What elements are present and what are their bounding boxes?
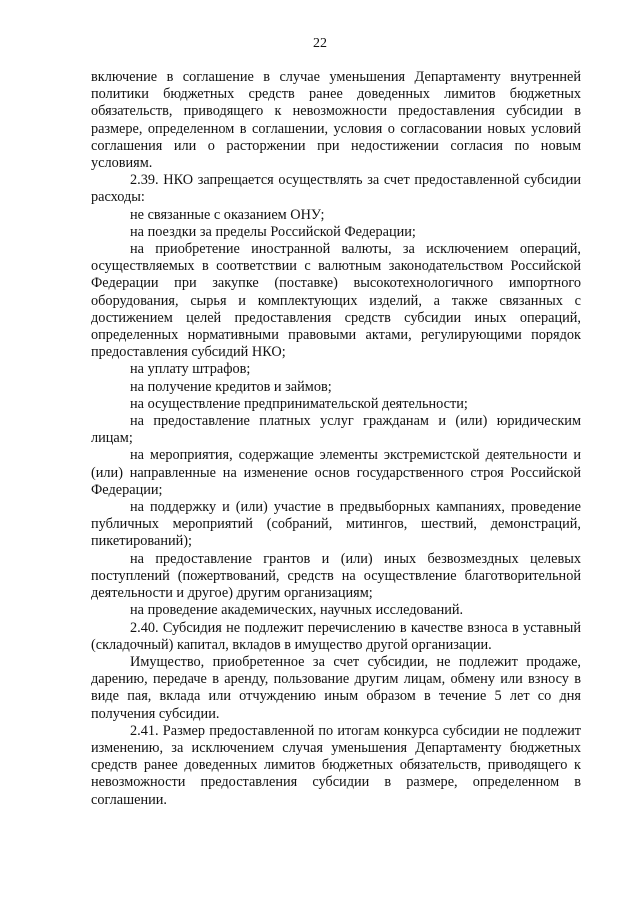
paragraph: на получение кредитов и займов; — [130, 378, 332, 395]
paragraph: на предоставление грантов и (или) иных безвозмездных целевых поступлений (пожертвований, средств на осуществление благотворительной деятельности и другое) другим организациям; — [91, 550, 581, 602]
document-body — [91, 69, 581, 809]
paragraph: на проведение академических, научных исследований. — [130, 602, 464, 619]
paragraph: на уплату штрафов; — [130, 361, 251, 378]
page-number: 22 — [313, 36, 327, 51]
paragraph: 2.40. Субсидия не подлежит перечислению в качестве взноса в уставный (складочный) капитал, вкладов в имущество другой организации. — [91, 619, 581, 653]
paragraph: включение в соглашение в случае уменьшения Департаменту внутренней политики бюджетных средств ранее доведенных лимитов бюджетных обязательств, приводящего к невозможности предоставления субсидии в размере, определенном в соглашении, условия о согласовании новых условий соглашения или о расторжении при недостижении согласия по новым условиям. — [91, 69, 581, 172]
paragraph: не связанные с оказанием ОНУ; — [130, 206, 325, 223]
paragraph: на предоставление платных услуг гражданам и (или) юридическим лицам; — [91, 413, 581, 447]
paragraph: Имущество, приобретенное за счет субсидии, не подлежит продаже, дарению, передаче в аренду, пользование другим лицам, обмену или взносу в виде пая, вклада или отчуждению иным образом в течение 5 лет со дня получения субсидии. — [91, 653, 581, 722]
paragraph: на поддержку и (или) участие в предвыборных кампаниях, проведение публичных мероприятий (собраний, митингов, шествий, демонстраций, пикетирований); — [91, 499, 581, 550]
paragraph: на мероприятия, содержащие элементы экстремистской деятельности и (или) направленные на изменение основ государственного строя Российской Федерации; — [91, 447, 581, 498]
paragraph: 2.41. Размер предоставленной по итогам конкурса субсидии не подлежит изменению, за исключением случая уменьшения Департаменту бюджетных средств ранее доведенных лимитов бюджетных обязательств, приводящего к невозможности предоставления субсидии в размере, определенном в соглашении. — [91, 722, 581, 808]
paragraph: 2.39. НКО запрещается осуществлять за счет предоставленной субсидии расходы: — [91, 172, 581, 206]
paragraph: на приобретение иностранной валюты, за исключением операций, осуществляемых в соответствии с валютным законодательством Российской Федерации при закупке (поставке) высокотехнологичного импортного оборудования, сырья и комплектующих изделий, а также связанных с достижением целей предоставления средств субсидии иных операций, определенных нормативными правовыми актами, регулирующими порядок предоставления субсидий НКО; — [91, 241, 581, 361]
paragraph: на поездки за пределы Российской Федерации; — [130, 223, 416, 240]
paragraph: на осуществление предпринимательской деятельности; — [130, 395, 468, 412]
